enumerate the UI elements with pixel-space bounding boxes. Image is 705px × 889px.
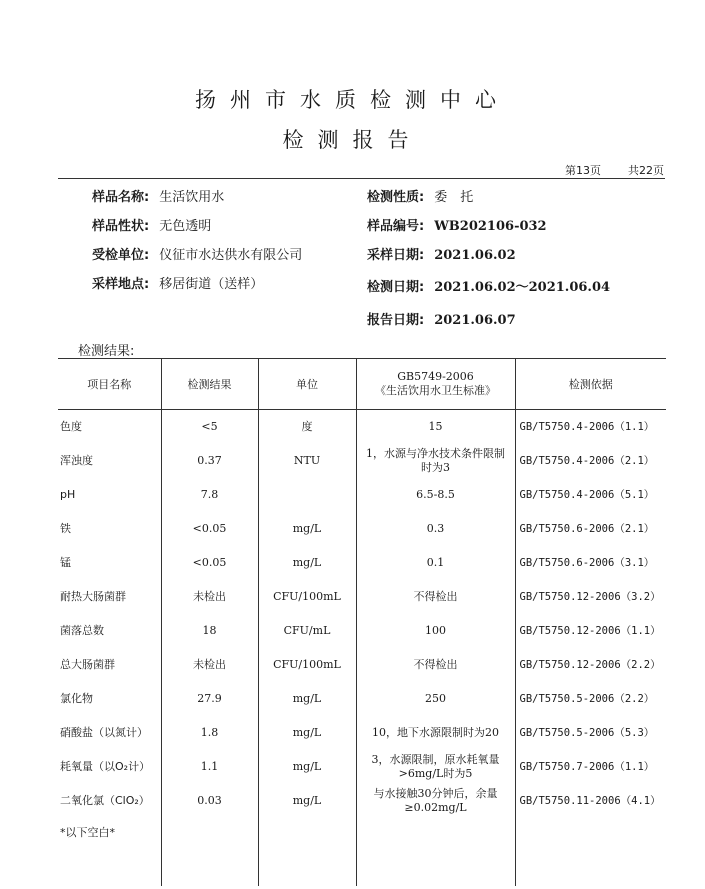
item-name-cell: 二氧化氯（ClO₂）: [60, 794, 150, 807]
results-header-row: [58, 359, 666, 410]
result-cell: <5: [161, 410, 258, 445]
item-name-cell: 浑浊度: [60, 454, 93, 467]
page-current: 第13页: [565, 164, 601, 177]
unit-cell: 度: [258, 410, 356, 445]
unit-cell: mg/L: [258, 750, 356, 784]
standard-cell: 3，水源限制，原水耗氧量 >6mg/L时为5: [356, 750, 515, 784]
unit-cell: mg/L: [258, 682, 356, 716]
result-cell: 7.8: [161, 478, 258, 512]
empty-cell: [258, 818, 356, 886]
basis-cell: GB/T5750.12-2006（2.2）: [515, 648, 666, 682]
basis-cell: GB/T5750.4-2006（1.1）: [515, 410, 666, 445]
table-row: [58, 682, 666, 716]
table-row: [58, 546, 666, 580]
table-row: [58, 444, 666, 478]
table-row: [58, 784, 666, 818]
test-date-value: 2021.06.02～2021.06.04: [434, 280, 611, 295]
item-name-cell: 总大肠菌群: [60, 658, 115, 671]
client-field: [92, 244, 302, 263]
result-cell: 0.37: [161, 444, 258, 478]
item-name-cell: pH: [60, 488, 76, 501]
unit-cell: CFU/mL: [258, 614, 356, 648]
sample-no-label: 样品编号:: [367, 219, 425, 234]
table-row: [58, 410, 666, 445]
result-cell: <0.05: [161, 512, 258, 546]
basis-cell: GB/T5750.12-2006（1.1）: [515, 614, 666, 648]
unit-cell: mg/L: [258, 716, 356, 750]
table-row: [58, 512, 666, 546]
item-name-cell: 硝酸盐（以氮计）: [60, 726, 148, 739]
basis-cell: GB/T5750.12-2006（3.2）: [515, 580, 666, 614]
basis-cell: GB/T5750.6-2006（3.1）: [515, 546, 666, 580]
unit-cell: mg/L: [258, 512, 356, 546]
standard-cell: 0.1: [356, 546, 515, 580]
item-name-cell: 铁: [60, 522, 71, 535]
sampling-site-field: [92, 273, 263, 292]
unit-cell: CFU/100mL: [258, 648, 356, 682]
client-value: 仪征市水达供水有限公司: [159, 248, 303, 263]
sample-name-field: [92, 186, 224, 205]
result-cell: 27.9: [161, 682, 258, 716]
table-row: [58, 716, 666, 750]
table-row: [58, 648, 666, 682]
sampling-date-field: [367, 244, 516, 263]
basis-cell: GB/T5750.5-2006（2.2）: [515, 682, 666, 716]
unit-cell: mg/L: [258, 546, 356, 580]
result-cell: 18: [161, 614, 258, 648]
table-row: [58, 614, 666, 648]
report-date-value: 2021.06.07: [434, 313, 516, 328]
sample-no-field: [367, 215, 547, 234]
sampling-site-label: 采样地点:: [92, 277, 150, 292]
result-cell: 0.03: [161, 784, 258, 818]
unit-cell: CFU/100mL: [258, 580, 356, 614]
item-name-cell: 锰: [60, 556, 71, 569]
standard-cell: 6.5-8.5: [356, 478, 515, 512]
test-nature-value: 委 托: [434, 190, 474, 205]
item-name-cell: 氯化物: [60, 692, 93, 705]
col-header-result: 检测结果: [161, 359, 258, 410]
results-label: 检测结果:: [78, 344, 135, 359]
col-header-unit: 单位: [258, 359, 356, 410]
result-cell: 未检出: [161, 580, 258, 614]
item-name-cell: 耗氧量（以O₂计）: [60, 760, 151, 773]
unit-cell: NTU: [258, 444, 356, 478]
results-body: [58, 410, 666, 887]
empty-cell: [356, 818, 515, 886]
report-date-field: [367, 309, 516, 328]
basis-cell: GB/T5750.6-2006（2.1）: [515, 512, 666, 546]
sample-property-field: [92, 215, 211, 234]
sample-name-value: 生活饮用水: [159, 190, 225, 205]
basis-cell: GB/T5750.11-2006（4.1）: [515, 784, 666, 818]
empty-cell: [515, 818, 666, 886]
sample-no-value: WB202106-032: [434, 219, 547, 234]
col-header-standard: GB5749-2006 《生活饮用水卫生标准》: [356, 359, 515, 410]
sampling-date-value: 2021.06.02: [434, 248, 516, 263]
table-row: [58, 478, 666, 512]
basis-cell: GB/T5750.4-2006（5.1）: [515, 478, 666, 512]
page-total: 共22页: [628, 164, 664, 177]
client-label: 受检单位:: [92, 248, 150, 263]
basis-cell: GB/T5750.4-2006（2.1）: [515, 444, 666, 478]
sampling-date-label: 采样日期:: [367, 248, 425, 263]
standard-cell: 100: [356, 614, 515, 648]
item-name-cell: 色度: [60, 420, 82, 433]
item-name-cell: 耐热大肠菌群: [60, 590, 126, 603]
results-table: [58, 358, 666, 886]
test-nature-field: [367, 186, 473, 205]
test-date-field: [367, 276, 610, 295]
standard-cell: 15: [356, 410, 515, 445]
table-row: [58, 580, 666, 614]
result-cell: 未检出: [161, 648, 258, 682]
report-title: 检测报告: [282, 128, 423, 152]
report-date-label: 报告日期:: [367, 313, 425, 328]
unit-cell: mg/L: [258, 784, 356, 818]
sampling-site-value: 移居街道（送样）: [159, 277, 264, 292]
table-row: [58, 750, 666, 784]
blank-note: *以下空白*: [60, 826, 115, 839]
result-cell: <0.05: [161, 546, 258, 580]
test-nature-label: 检测性质:: [367, 190, 425, 205]
table-row-footer: [58, 818, 666, 886]
test-date-label: 检测日期:: [367, 280, 425, 295]
basis-cell: GB/T5750.5-2006（5.3）: [515, 716, 666, 750]
standard-cell: 不得检出: [356, 648, 515, 682]
sample-property-label: 样品性状:: [92, 219, 150, 234]
standard-cell: 10，地下水源限制时为20: [356, 716, 515, 750]
col-header-item: 项目名称: [58, 359, 161, 410]
standard-cell: 1，水源与净水技术条件限制 时为3: [356, 444, 515, 478]
sample-name-label: 样品名称:: [92, 190, 150, 205]
result-cell: 1.8: [161, 716, 258, 750]
standard-cell: 与水接触30分钟后，余量 ≥0.02mg/L: [356, 784, 515, 818]
report-org-title: 扬州市水质检测中心: [195, 88, 510, 112]
empty-cell: [161, 818, 258, 886]
col-header-basis: 检测依据: [515, 359, 666, 410]
standard-cell: 不得检出: [356, 580, 515, 614]
standard-cell: 250: [356, 682, 515, 716]
sample-property-value: 无色透明: [159, 219, 212, 234]
item-name-cell: 菌落总数: [60, 624, 104, 637]
standard-cell: 0.3: [356, 512, 515, 546]
result-cell: 1.1: [161, 750, 258, 784]
header-divider: [58, 178, 665, 179]
unit-cell: [258, 478, 356, 512]
basis-cell: GB/T5750.7-2006（1.1）: [515, 750, 666, 784]
